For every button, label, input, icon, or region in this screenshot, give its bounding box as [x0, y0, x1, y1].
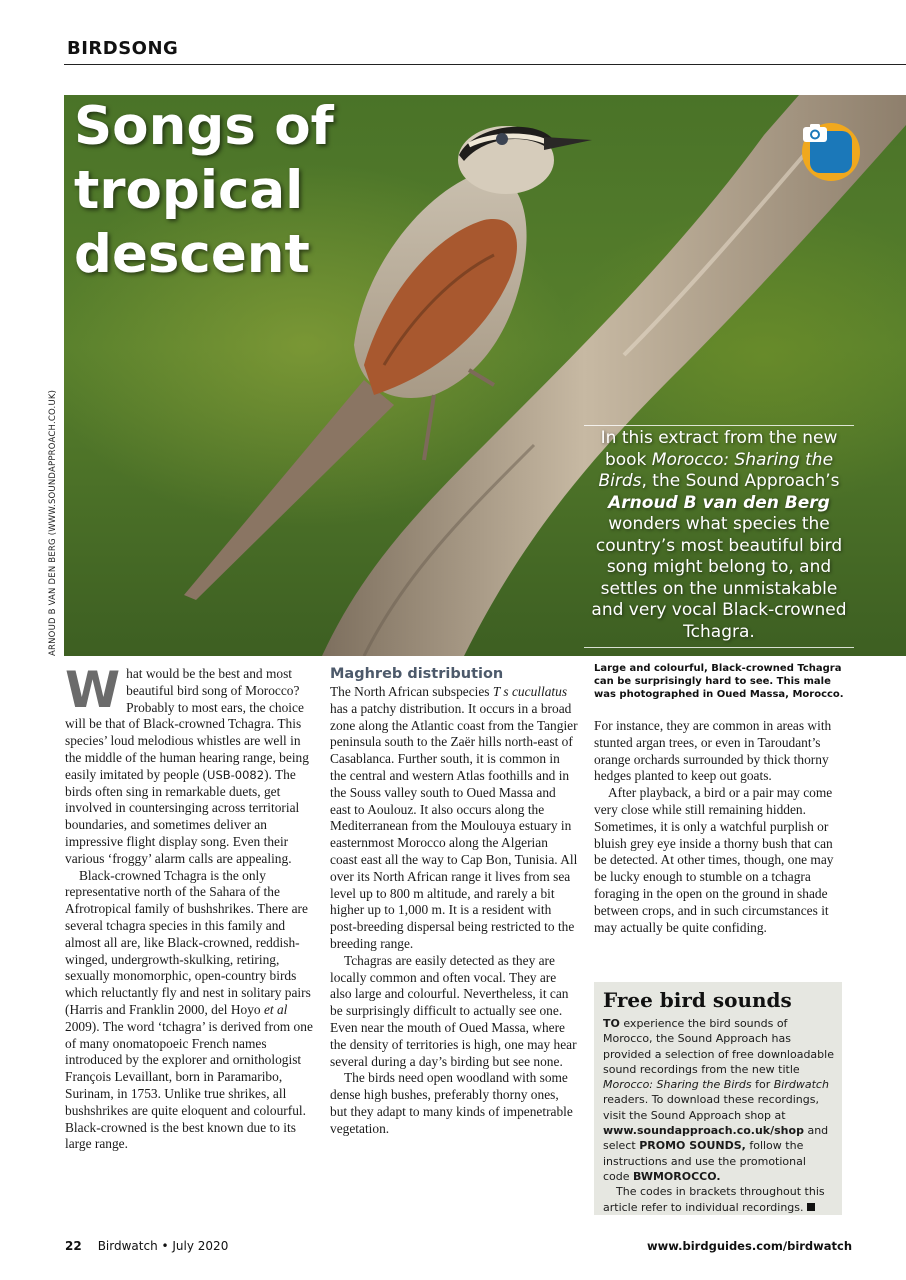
body-column-3: [594, 718, 844, 936]
page-number: 22: [65, 1239, 82, 1253]
photo-credit: ARNOUD B VAN DEN BERG (WWW.SOUNDAPPROACH.CO.UK): [48, 389, 58, 656]
box-text: experience the bird sounds of Morocco, the Sound Approach has provided a selection of free downloadable sound recordings from the new title: [603, 1017, 834, 1076]
body-paragraph: The birds need open woodland with some dense high bushes, preferably thorny ones, but they adapt to many kinds of impenetrable vegetation.: [330, 1070, 573, 1136]
camera-icon: [810, 131, 852, 173]
shop-link[interactable]: www.soundapproach.co.uk/shop: [603, 1124, 804, 1138]
body-paragraph: After playback, a bird or a pair may come very close while still remaining hidden. Sometimes, it is only a watchful purplish or bluish grey eye inside a thorny bush that can be detected. At other times, though, one may be lucky enough to stumble on a tchagra foraging in the open on the ground in shade between crops, and in such circumstances it may actually be quite confiding.: [594, 785, 834, 935]
drop-cap: W: [65, 661, 121, 719]
box-magazine: Birdwatch: [773, 1078, 829, 1092]
magazine-issue: Birdwatch • July 2020: [97, 1239, 229, 1253]
box-text: follow the instructions and use the promotional code: [603, 1139, 806, 1183]
body-text-italic: T s cucullatus: [492, 684, 568, 699]
box-text: and select: [603, 1124, 829, 1153]
footer-left: [65, 1239, 228, 1253]
body-text: 2009). The word ‘tchagra’ is derived from one of many onomatopoeic French names introduced by the explorer and ornithologist François Levaillant, born in Paramaribo, Surinam, in 1753. Unlike true shrikes, all bushshrikes are quite eloquent and colourful. Black-crowned is the best known due to its large range.: [65, 1018, 313, 1152]
footer-url[interactable]: www.birdguides.com/birdwatch: [647, 1239, 853, 1253]
promo-label: PROMO SOUNDS,: [639, 1139, 746, 1153]
body-text: hat would be the best and most beautiful bird song of Morocco? Probably to most ears, the choice will be that of Black-crowned Tchagra. This species’ loud melodious whistles are well in the middle of the human hearing range, being easily imitated by people (: [65, 666, 309, 782]
header-rule: [64, 64, 906, 65]
body-text: has a patchy distribution. It occurs in a broad zone along the Atlantic coast from the Tangier peninsula south to the Zaër hills north-east of Casablanca. Further south, it is common in the central and western Atlas foothills and in the Souss valley south to Oued Massa and east to Aoulouz. It also occurs along the Mediterranean from the Moulouya estuary in easternmost Morocco along the Algerian coast east all the way to Cap Bon, Tunisia. All over its North African range it lives from sea level up to 800 m altitude, and rarely a bit higher up to 1,000 m. It is a resident with post-breeding dispersal being restricted to the breeding range.: [330, 700, 578, 951]
title-line-1: Songs of: [74, 96, 334, 157]
intro-text: , the Sound Approach’s: [641, 471, 840, 491]
free-bird-sounds-box: [594, 982, 842, 1215]
end-mark-icon: [807, 1203, 815, 1211]
body-paragraph: For instance, they are common in areas with stunted argan trees, or even in Taroudant’s orange orchards surrounded by thick thorny hedges planted to keep out goats.: [594, 718, 832, 784]
photo-caption: Large and colourful, Black-crowned Tchagra can be surprisingly hard to see. This male was photographed in Oued Massa, Morocco.: [594, 663, 844, 700]
title-line-2: tropical: [74, 160, 304, 221]
section-label: BIRDSONG: [67, 38, 179, 59]
body-text: Black-crowned Tchagra is the only representative north of the Sahara of the Afrotropical family of bushshrikes. There are several tchagra species in this family and almost all are, like Black-crowned, reddish-winged, undergrowth-skulking, retiring, sexually monomorphic, open-country birds which reluctantly fly and nest in solitary pairs (Harris and Franklin 2000, del Hoyo: [65, 867, 311, 1017]
hero-photo: [64, 95, 906, 656]
intro-book-title: Morocco: Sharing the Birds: [598, 449, 834, 491]
subheading: Maghreb distribution: [330, 666, 504, 682]
intro-author: Arnoud B van den Berg: [608, 492, 830, 513]
intro-standfirst: [584, 425, 854, 648]
intro-text: wonders what species the country’s most beautiful bird song might belong to, and settles on the unmistakable and very vocal Black-crowned Tchagra.: [591, 514, 847, 642]
box-title: Free bird sounds: [603, 988, 792, 1012]
article-title: [74, 95, 414, 287]
body-text-italic: et al: [263, 1001, 288, 1017]
recording-code: USB-0082: [207, 767, 265, 782]
body-paragraph: Tchagras are easily detected as they are locally common and often vocal. They are also large and colourful. Nevertheless, it can be surprisingly difficult to actually see one. Even near the mouth of Oued Massa, where the density of territories is high, one may hear several during a day’s birding but see none.: [330, 952, 577, 1069]
promo-code: BWMOROCCO.: [633, 1169, 721, 1183]
body-text: ). The birds often sing in remarkable duets, get involved in countersinging across territorial boundaries, and sometimes deliver an impressive flight display song. Even their various ‘froggy’ alarm calls are appealing.: [65, 766, 300, 866]
box-lead: TO: [603, 1017, 620, 1030]
box-text: for: [751, 1078, 774, 1092]
body-column-1: [65, 661, 315, 1153]
box-text: The codes in brackets throughout this article refer to individual recordings.: [603, 1185, 825, 1214]
camera-badge[interactable]: [802, 123, 860, 181]
body-column-2: [330, 666, 578, 1138]
title-line-3: descent: [74, 224, 310, 285]
box-text: readers. To download these recordings, visit the Sound Approach shop at: [603, 1093, 819, 1122]
intro-text: In this extract from the new book: [600, 428, 838, 470]
body-text: The North African subspecies: [330, 684, 493, 699]
box-book-title: Morocco: Sharing the Birds: [603, 1078, 752, 1092]
